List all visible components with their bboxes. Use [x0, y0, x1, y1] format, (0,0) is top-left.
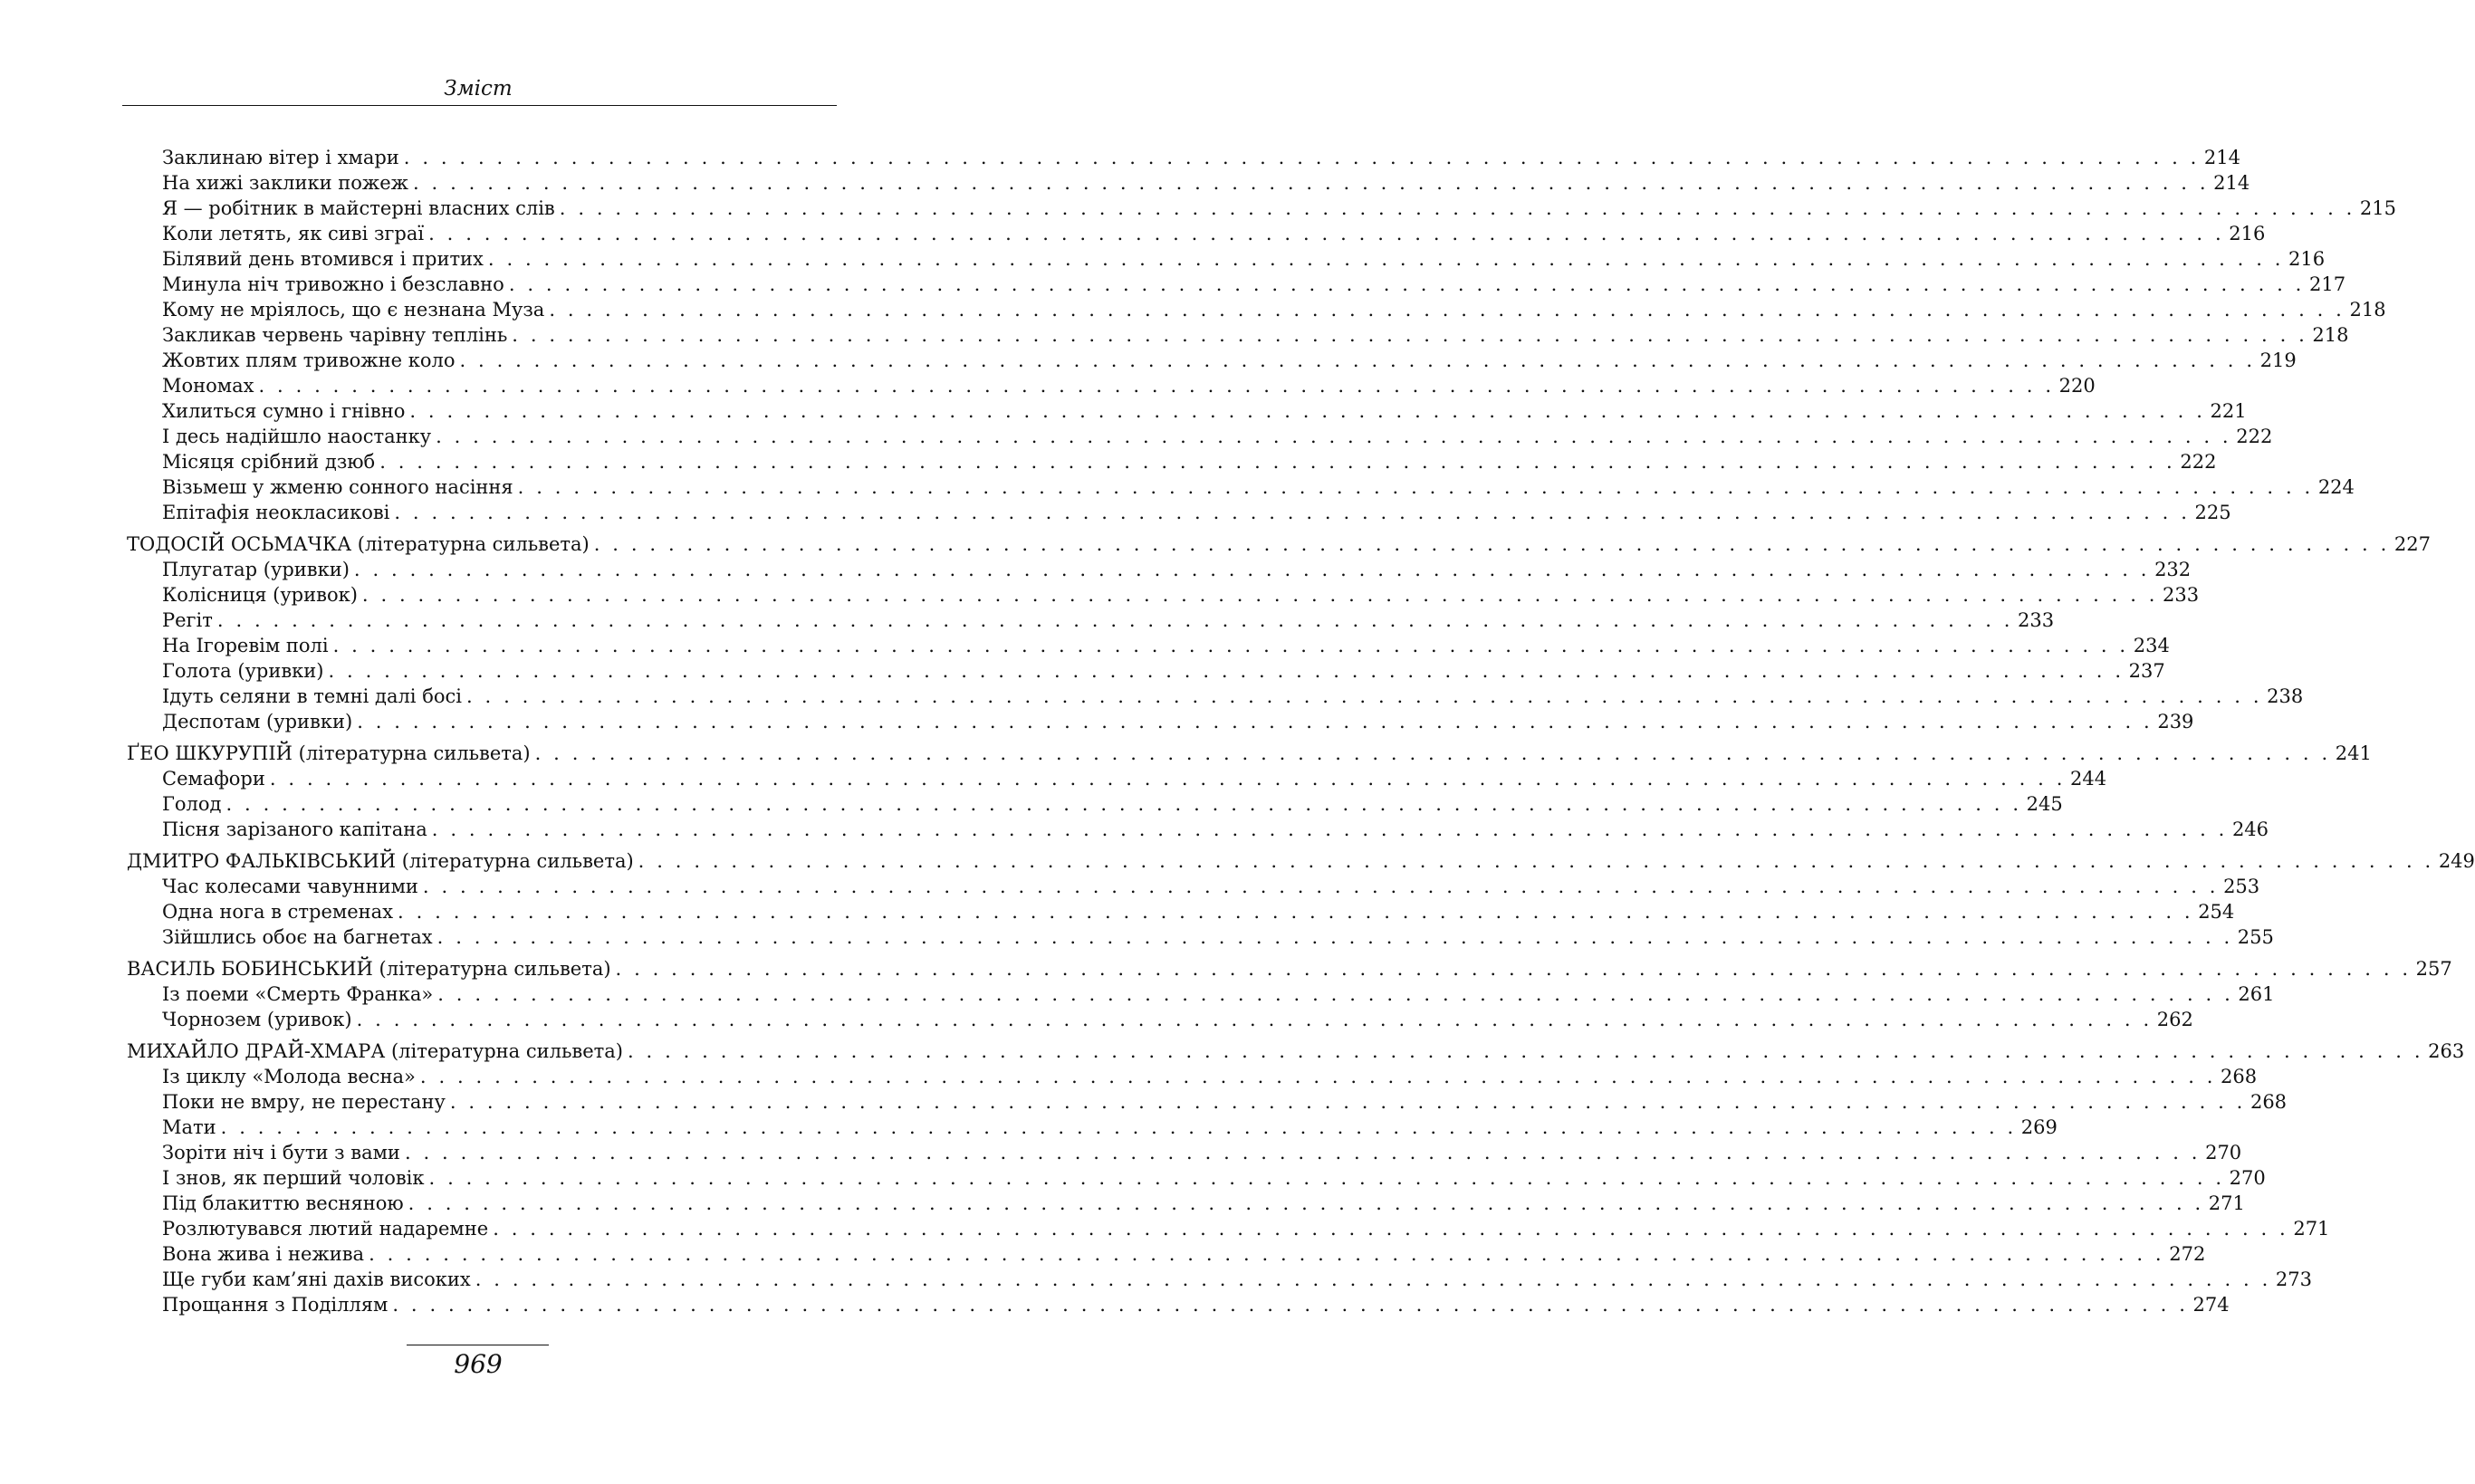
toc-entry [0, 1267, 2312, 1292]
dot-leader: . . . . . . . . . . . . . . . . . . . . . . . . . . . . . . . . . . . . . . . . . . . . . . . . . . . . . . . . . . . . . . . . . . . . . . . . . . . . . . . . . . . . . . . . . . . . . . . . . [436, 426, 2232, 447]
toc-entry-title: Вона жива і нежива [162, 1243, 365, 1265]
toc-author-entry [0, 741, 2372, 766]
dot-leader: . . . . . . . . . . . . . . . . . . . . . . . . . . . . . . . . . . . . . . . . . . . . . . . . . . . . . . . . . . . . . . . . . . . . . . . . . . . . . . . . . . . . . . . . . . . . . . . . . [258, 375, 2055, 397]
toc-entry [0, 424, 2273, 449]
toc-entry [0, 874, 2260, 899]
toc-entry [0, 1292, 2230, 1317]
toc-page-number: 268 [2250, 1091, 2288, 1113]
author-name: МИХАЙЛО ДРАЙ-ХМАРА [127, 1040, 386, 1062]
toc-page-number: 271 [2293, 1218, 2330, 1240]
toc-page-number: 237 [2128, 660, 2165, 682]
dot-leader: . . . . . . . . . . . . . . . . . . . . . . . . . . . . . . . . . . . . . . . . . . . . . . . . . . . . . . . . . . . . . . . . . . . . . . . . . . . . . . . . . . . . . . . . . . . . . . . . . [379, 451, 2176, 473]
toc-page-number: 270 [2229, 1167, 2266, 1189]
dot-leader: . . . . . . . . . . . . . . . . . . . . . . . . . . . . . . . . . . . . . . . . . . . . . . . . . . . . . . . . . . . . . . . . . . . . . . . . . . . . . . . . . . . . . . . . . . . . . . . . . [422, 876, 2220, 897]
author-note: (літературна сильвета) [351, 533, 590, 555]
toc-page-number: 220 [2058, 375, 2096, 397]
toc-entry-line [127, 1039, 2465, 1064]
dot-leader: . . . . . . . . . . . . . . . . . . . . . . . . . . . . . . . . . . . . . . . . . . . . . . . . . . . . . . . . . . . . . . . . . . . . . . . . . . . . . . . . . . . . . . . . . . . . . . . . . [216, 609, 2014, 631]
toc-entry [0, 1165, 2266, 1191]
toc-entry-line [162, 557, 2192, 582]
toc-author-entry [0, 531, 2431, 557]
toc-page-number: 270 [2205, 1142, 2242, 1163]
toc-entry [0, 145, 2241, 170]
toc-page-number: 262 [2156, 1009, 2193, 1030]
toc-entry [0, 1191, 2245, 1216]
toc-page-number: 219 [2259, 349, 2297, 371]
toc-page-number: 218 [2312, 324, 2349, 346]
dot-leader: . . . . . . . . . . . . . . . . . . . . . . . . . . . . . . . . . . . . . . . . . . . . . . . . . . . . . . . . . . . . . . . . . . . . . . . . . . . . . . . . . . . . . . . . . . . . . . . . . [517, 476, 2314, 498]
toc-entry [0, 899, 2235, 924]
dot-leader: . . . . . . . . . . . . . . . . . . . . . . . . . . . . . . . . . . . . . . . . . . . . . . . . . . . . . . . . . . . . . . . . . . . . . . . . . . . . . . . . . . . . . . . . . . . . . . . . . [638, 850, 2434, 872]
toc-entry-line [162, 766, 2107, 791]
toc-entry [0, 500, 2231, 525]
toc-entry-title: Хилиться сумно і гнівно [162, 400, 406, 422]
toc-entry-title: Жовтих плям тривожне коло [162, 349, 456, 371]
dot-leader: . . . . . . . . . . . . . . . . . . . . . . . . . . . . . . . . . . . . . . . . . . . . . . . . . . . . . . . . . . . . . . . . . . . . . . . . . . . . . . . . . . . . . . . . . . . . . . . . . [357, 711, 2154, 732]
dot-leader: . . . . . . . . . . . . . . . . . . . . . . . . . . . . . . . . . . . . . . . . . . . . . . . . . . . . . . . . . . . . . . . . . . . . . . . . . . . . . . . . . . . . . . . . . . . . . . . . . [394, 502, 2191, 523]
toc-entry-line [162, 246, 2326, 272]
toc-entry [0, 791, 2063, 817]
toc-entry-line [162, 221, 2266, 246]
toc-page-number: 232 [2154, 559, 2192, 580]
toc-entry [0, 1007, 2193, 1032]
toc-entry-title: Розлютувався лютий надаремне [162, 1218, 489, 1240]
toc-entry-line [162, 1140, 2242, 1165]
toc-entry-title: Візьмеш у жменю сонного насіння [162, 476, 513, 498]
toc-page-number: 263 [2428, 1040, 2465, 1062]
toc-page-number: 216 [2229, 223, 2266, 244]
author-name: ДМИТРО ФАЛЬКІВСЬКИЙ [127, 850, 397, 872]
toc-entry-title: Заклинаю вітер і хмари [162, 147, 399, 168]
toc-entry-title: Зоріти ніч і бути з вами [162, 1142, 400, 1163]
toc-entry-line [162, 1191, 2245, 1216]
toc-entry-title: Місяця срібний дзюб [162, 451, 376, 473]
toc-entry-title: Плугатар (уривки) [162, 559, 350, 580]
dot-leader: . . . . . . . . . . . . . . . . . . . . . . . . . . . . . . . . . . . . . . . . . . . . . . . . . . . . . . . . . . . . . . . . . . . . . . . . . . . . . . . . . . . . . . . . . . . . . . . . . [328, 660, 2125, 682]
toc-page-number: 218 [2349, 299, 2386, 321]
toc-entry [0, 1216, 2330, 1241]
dot-leader: . . . . . . . . . . . . . . . . . . . . . . . . . . . . . . . . . . . . . . . . . . . . . . . . . . . . . . . . . . . . . . . . . . . . . . . . . . . . . . . . . . . . . . . . . . . . . . . . . [408, 1192, 2204, 1214]
toc-page-number: 214 [2213, 172, 2250, 194]
toc-entry-title: Час колесами чавунними [162, 876, 418, 897]
toc-page-number: 227 [2393, 533, 2431, 555]
toc-page-number: 273 [2275, 1269, 2312, 1290]
dot-leader: . . . . . . . . . . . . . . . . . . . . . . . . . . . . . . . . . . . . . . . . . . . . . . . . . . . . . . . . . . . . . . . . . . . . . . . . . . . . . . . . . . . . . . . . . . . . . . . . . [332, 635, 2129, 656]
toc-entry [0, 684, 2304, 709]
toc-entry-title: Колісниця (уривок) [162, 584, 358, 606]
toc-author-title [127, 956, 611, 981]
toc-author-title [127, 741, 531, 766]
toc-entry-line [127, 848, 2475, 874]
dot-leader: . . . . . . . . . . . . . . . . . . . . . . . . . . . . . . . . . . . . . . . . . . . . . . . . . . . . . . . . . . . . . . . . . . . . . . . . . . . . . . . . . . . . . . . . . . . . . . . . . [404, 1142, 2202, 1163]
page-header-title: Зміст [444, 77, 513, 101]
toc-page-number: 246 [2231, 819, 2269, 840]
toc-entry-line [162, 1216, 2330, 1241]
toc-entry-line [162, 348, 2297, 373]
toc-entry-line [162, 170, 2250, 196]
dot-leader: . . . . . . . . . . . . . . . . . . . . . . . . . . . . . . . . . . . . . . . . . . . . . . . . . . . . . . . . . . . . . . . . . . . . . . . . . . . . . . . . . . . . . . . . . . . . . . . . . [398, 901, 2194, 923]
toc-entry [0, 373, 2096, 398]
dot-leader: . . . . . . . . . . . . . . . . . . . . . . . . . . . . . . . . . . . . . . . . . . . . . . . . . . . . . . . . . . . . . . . . . . . . . . . . . . . . . . . . . . . . . . . . . . . . . . . . . [225, 793, 2022, 815]
toc-entry-title: Деспотам (уривки) [162, 711, 353, 732]
toc-entry-title: Одна нога в стременах [162, 901, 394, 923]
toc-page-number: 233 [2163, 584, 2200, 606]
toc-author-entry [0, 848, 2475, 874]
toc-entry-line [162, 272, 2346, 297]
toc-entry-line [162, 899, 2235, 924]
author-name: ВАСИЛЬ БОБИНСЬКИЙ [127, 958, 373, 980]
dot-leader: . . . . . . . . . . . . . . . . . . . . . . . . . . . . . . . . . . . . . . . . . . . . . . . . . . . . . . . . . . . . . . . . . . . . . . . . . . . . . . . . . . . . . . . . . . . . . . . . . [431, 819, 2228, 840]
toc-entry-line [162, 817, 2269, 842]
dot-leader: . . . . . . . . . . . . . . . . . . . . . . . . . . . . . . . . . . . . . . . . . . . . . . . . . . . . . . . . . . . . . . . . . . . . . . . . . . . . . . . . . . . . . . . . . . . . . . . . . [356, 1009, 2153, 1030]
author-name: ТОДОСІЙ ОСЬМАЧКА [127, 533, 352, 555]
toc-page-number: 271 [2208, 1192, 2245, 1214]
dot-leader: . . . . . . . . . . . . . . . . . . . . . . . . . . . . . . . . . . . . . . . . . . . . . . . . . . . . . . . . . . . . . . . . . . . . . . . . . . . . . . . . . . . . . . . . . . . . . . . . . [449, 1091, 2246, 1113]
dot-leader: . . . . . . . . . . . . . . . . . . . . . . . . . . . . . . . . . . . . . . . . . . . . . . . . . . . . . . . . . . . . . . . . . . . . . . . . . . . . . . . . . . . . . . . . . . . . . . . . . [627, 1040, 2424, 1062]
toc-entry-line [162, 424, 2273, 449]
dot-leader: . . . . . . . . . . . . . . . . . . . . . . . . . . . . . . . . . . . . . . . . . . . . . . . . . . . . . . . . . . . . . . . . . . . . . . . . . . . . . . . . . . . . . . . . . . . . . . . . . [615, 958, 2412, 980]
toc-entry-title: Мономах [162, 375, 254, 397]
toc-entry-line [127, 741, 2372, 766]
toc-entry-line [162, 1165, 2266, 1191]
toc-author-entry [0, 1039, 2465, 1064]
toc-entry-line [162, 373, 2096, 398]
toc-entry-title: Під блакиттю весняною [162, 1192, 404, 1214]
toc-page-number: 233 [2018, 609, 2055, 631]
toc-entry-title: Епітафія неокласикові [162, 502, 390, 523]
toc-entry-line [162, 684, 2304, 709]
dot-leader: . . . . . . . . . . . . . . . . . . . . . . . . . . . . . . . . . . . . . . . . . . . . . . . . . . . . . . . . . . . . . . . . . . . . . . . . . . . . . . . . . . . . . . . . . . . . . . . . . [459, 349, 2256, 371]
toc-entry [0, 1064, 2258, 1089]
toc-page-number: 238 [2267, 685, 2304, 707]
dot-leader: . . . . . . . . . . . . . . . . . . . . . . . . . . . . . . . . . . . . . . . . . . . . . . . . . . . . . . . . . . . . . . . . . . . . . . . . . . . . . . . . . . . . . . . . . . . . . . . . . [493, 1218, 2289, 1240]
author-note: (літературна сильвета) [396, 850, 634, 872]
toc-page-number: 255 [2237, 926, 2274, 948]
toc-entry-title: Голод [162, 793, 222, 815]
toc-page-number: 214 [2203, 147, 2241, 168]
dot-leader: . . . . . . . . . . . . . . . . . . . . . . . . . . . . . . . . . . . . . . . . . . . . . . . . . . . . . . . . . . . . . . . . . . . . . . . . . . . . . . . . . . . . . . . . . . . . . . . . . [475, 1269, 2271, 1290]
toc-entry-line [162, 1089, 2288, 1115]
toc-entry [0, 398, 2247, 424]
dot-leader: . . . . . . . . . . . . . . . . . . . . . . . . . . . . . . . . . . . . . . . . . . . . . . . . . . . . . . . . . . . . . . . . . . . . . . . . . . . . . . . . . . . . . . . . . . . . . . . . . [428, 1167, 2225, 1189]
dot-leader: . . . . . . . . . . . . . . . . . . . . . . . . . . . . . . . . . . . . . . . . . . . . . . . . . . . . . . . . . . . . . . . . . . . . . . . . . . . . . . . . . . . . . . . . . . . . . . . . . [593, 533, 2390, 555]
toc-entry [0, 582, 2200, 608]
toc-entry [0, 981, 2275, 1007]
author-name: ҐЕО ШКУРУПІЙ [127, 742, 293, 764]
toc-entry [0, 817, 2269, 842]
toc-entry-title: Закликав червень чарівну теплінь [162, 324, 508, 346]
toc-entry-title: Із циклу «Молода весна» [162, 1066, 416, 1087]
toc-page-number: 241 [2335, 742, 2372, 764]
toc-entry-title: Зійшлись обоє на багнетах [162, 926, 433, 948]
toc-entry-line [162, 1064, 2258, 1089]
toc-page-number: 272 [2169, 1243, 2206, 1265]
toc-entry-line [162, 297, 2386, 322]
toc-entry-line [162, 322, 2349, 348]
toc-entry [0, 170, 2250, 196]
toc-entry [0, 1241, 2206, 1267]
dot-leader: . . . . . . . . . . . . . . . . . . . . . . . . . . . . . . . . . . . . . . . . . . . . . . . . . . . . . . . . . . . . . . . . . . . . . . . . . . . . . . . . . . . . . . . . . . . . . . . . . [512, 324, 2308, 346]
toc-entry [0, 246, 2326, 272]
toc-page-number: 257 [2415, 958, 2452, 980]
toc-entry-line [162, 924, 2274, 950]
toc-entry-line [162, 1267, 2312, 1292]
dot-leader: . . . . . . . . . . . . . . . . . . . . . . . . . . . . . . . . . . . . . . . . . . . . . . . . . . . . . . . . . . . . . . . . . . . . . . . . . . . . . . . . . . . . . . . . . . . . . . . . . [465, 685, 2263, 707]
toc-entry-title: Кому не мріялось, що є незнана Муза [162, 299, 545, 321]
toc-entry [0, 709, 2194, 734]
dot-leader: . . . . . . . . . . . . . . . . . . . . . . . . . . . . . . . . . . . . . . . . . . . . . . . . . . . . . . . . . . . . . . . . . . . . . . . . . . . . . . . . . . . . . . . . . . . . . . . . . [403, 147, 2200, 168]
toc-entry [0, 608, 2055, 633]
dot-leader: . . . . . . . . . . . . . . . . . . . . . . . . . . . . . . . . . . . . . . . . . . . . . . . . . . . . . . . . . . . . . . . . . . . . . . . . . . . . . . . . . . . . . . . . . . . . . . . . . [353, 559, 2151, 580]
toc-entry-title: Прощання з Поділлям [162, 1294, 389, 1316]
toc-entry-line [162, 196, 2396, 221]
toc-entry-line [162, 449, 2217, 474]
toc-page-number: 217 [2308, 273, 2346, 295]
toc-entry [0, 633, 2170, 658]
dot-leader: . . . . . . . . . . . . . . . . . . . . . . . . . . . . . . . . . . . . . . . . . . . . . . . . . . . . . . . . . . . . . . . . . . . . . . . . . . . . . . . . . . . . . . . . . . . . . . . . . [269, 768, 2067, 790]
toc-entry-title: І знов, як перший чоловік [162, 1167, 425, 1189]
toc-entry-title: На Ігоревім полі [162, 635, 329, 656]
toc-entry-title: Регіт [162, 609, 213, 631]
toc-page-number: 245 [2026, 793, 2063, 815]
toc-entry-line [162, 1241, 2206, 1267]
toc-page-number: 239 [2157, 711, 2194, 732]
toc-entry-line [162, 633, 2170, 658]
toc-entry [0, 1115, 2058, 1140]
toc-entry-title: Мати [162, 1116, 216, 1138]
toc-entry [0, 658, 2165, 684]
toc-author-entry [0, 956, 2452, 981]
dot-leader: . . . . . . . . . . . . . . . . . . . . . . . . . . . . . . . . . . . . . . . . . . . . . . . . . . . . . . . . . . . . . . . . . . . . . . . . . . . . . . . . . . . . . . . . . . . . . . . . . [220, 1116, 2017, 1138]
dot-leader: . . . . . . . . . . . . . . . . . . . . . . . . . . . . . . . . . . . . . . . . . . . . . . . . . . . . . . . . . . . . . . . . . . . . . . . . . . . . . . . . . . . . . . . . . . . . . . . . . [428, 223, 2225, 244]
author-note: (літературна сильвета) [385, 1040, 623, 1062]
toc-entry [0, 196, 2396, 221]
toc-entry-line [162, 874, 2260, 899]
dot-leader: . . . . . . . . . . . . . . . . . . . . . . . . . . . . . . . . . . . . . . . . . . . . . . . . . . . . . . . . . . . . . . . . . . . . . . . . . . . . . . . . . . . . . . . . . . . . . . . . . [392, 1294, 2189, 1316]
author-note: (літературна сильвета) [372, 958, 611, 980]
dot-leader: . . . . . . . . . . . . . . . . . . . . . . . . . . . . . . . . . . . . . . . . . . . . . . . . . . . . . . . . . . . . . . . . . . . . . . . . . . . . . . . . . . . . . . . . . . . . . . . . . [413, 172, 2210, 194]
toc-page-number: 225 [2194, 502, 2231, 523]
toc-entry-line [162, 474, 2355, 500]
toc-page-number: 253 [2223, 876, 2260, 897]
toc-page-number: 234 [2133, 635, 2170, 656]
toc-entry-line [162, 1115, 2058, 1140]
toc-page-number: 261 [2238, 983, 2275, 1005]
toc-entry [0, 449, 2217, 474]
toc-entry [0, 348, 2297, 373]
toc-author-title [127, 848, 634, 874]
toc-page-number: 224 [2317, 476, 2355, 498]
toc-entry-line [162, 500, 2231, 525]
table-of-contents [0, 145, 2475, 1317]
dot-leader: . . . . . . . . . . . . . . . . . . . . . . . . . . . . . . . . . . . . . . . . . . . . . . . . . . . . . . . . . . . . . . . . . . . . . . . . . . . . . . . . . . . . . . . . . . . . . . . . . [549, 299, 2345, 321]
toc-entry-title: Минула ніч тривожно і безславно [162, 273, 504, 295]
toc-entry-line [162, 791, 2063, 817]
header-divider [122, 105, 837, 106]
toc-entry-line [162, 709, 2194, 734]
toc-entry-line [162, 981, 2275, 1007]
toc-entry-title: На хижі заклики пожеж [162, 172, 408, 194]
dot-leader: . . . . . . . . . . . . . . . . . . . . . . . . . . . . . . . . . . . . . . . . . . . . . . . . . . . . . . . . . . . . . . . . . . . . . . . . . . . . . . . . . . . . . . . . . . . . . . . . . [437, 983, 2234, 1005]
toc-entry-line [127, 956, 2452, 981]
toc-entry-title: Голота (уривки) [162, 660, 324, 682]
toc-entry-line [127, 531, 2431, 557]
dot-leader: . . . . . . . . . . . . . . . . . . . . . . . . . . . . . . . . . . . . . . . . . . . . . . . . . . . . . . . . . . . . . . . . . . . . . . . . . . . . . . . . . . . . . . . . . . . . . . . . . [534, 742, 2331, 764]
toc-entry-line [162, 1007, 2193, 1032]
toc-page-number: 254 [2198, 901, 2235, 923]
toc-entry-title: Ще губи кам’яні дахів високих [162, 1269, 471, 1290]
toc-entry [0, 322, 2349, 348]
toc-page-number: 268 [2221, 1066, 2258, 1087]
dot-leader: . . . . . . . . . . . . . . . . . . . . . . . . . . . . . . . . . . . . . . . . . . . . . . . . . . . . . . . . . . . . . . . . . . . . . . . . . . . . . . . . . . . . . . . . . . . . . . . . . [369, 1243, 2165, 1265]
dot-leader: . . . . . . . . . . . . . . . . . . . . . . . . . . . . . . . . . . . . . . . . . . . . . . . . . . . . . . . . . . . . . . . . . . . . . . . . . . . . . . . . . . . . . . . . . . . . . . . . . [419, 1066, 2217, 1087]
toc-entry-title: Коли летять, як сиві зграї [162, 223, 425, 244]
dot-leader: . . . . . . . . . . . . . . . . . . . . . . . . . . . . . . . . . . . . . . . . . . . . . . . . . . . . . . . . . . . . . . . . . . . . . . . . . . . . . . . . . . . . . . . . . . . . . . . . . [508, 273, 2305, 295]
toc-author-title [127, 531, 590, 557]
toc-entry [0, 1140, 2242, 1165]
toc-page-number: 222 [2236, 426, 2273, 447]
toc-page-number: 215 [2359, 197, 2396, 219]
toc-entry-title: Я — робітник в майстерні власних слів [162, 197, 555, 219]
dot-leader: . . . . . . . . . . . . . . . . . . . . . . . . . . . . . . . . . . . . . . . . . . . . . . . . . . . . . . . . . . . . . . . . . . . . . . . . . . . . . . . . . . . . . . . . . . . . . . . . . [436, 926, 2233, 948]
toc-entry-title: І десь надійшло наостанку [162, 426, 432, 447]
dot-leader: . . . . . . . . . . . . . . . . . . . . . . . . . . . . . . . . . . . . . . . . . . . . . . . . . . . . . . . . . . . . . . . . . . . . . . . . . . . . . . . . . . . . . . . . . . . . . . . . . [409, 400, 2206, 422]
author-note: (літературна сильвета) [292, 742, 531, 764]
toc-entry [0, 1089, 2288, 1115]
toc-entry [0, 557, 2192, 582]
toc-entry-title: Чорнозем (уривок) [162, 1009, 352, 1030]
toc-entry-line [162, 608, 2055, 633]
toc-page-number: 221 [2210, 400, 2247, 422]
page-number: 969 [454, 1349, 503, 1379]
toc-entry [0, 924, 2274, 950]
toc-entry-line [162, 398, 2247, 424]
toc-entry-title: Ідуть селяни в темні далі босі [162, 685, 462, 707]
toc-page-number: 222 [2180, 451, 2217, 473]
toc-page-number: 244 [2070, 768, 2107, 790]
toc-page-number: 269 [2020, 1116, 2058, 1138]
dot-leader: . . . . . . . . . . . . . . . . . . . . . . . . . . . . . . . . . . . . . . . . . . . . . . . . . . . . . . . . . . . . . . . . . . . . . . . . . . . . . . . . . . . . . . . . . . . . . . . . . [487, 248, 2285, 270]
toc-entry [0, 221, 2266, 246]
dot-leader: . . . . . . . . . . . . . . . . . . . . . . . . . . . . . . . . . . . . . . . . . . . . . . . . . . . . . . . . . . . . . . . . . . . . . . . . . . . . . . . . . . . . . . . . . . . . . . . . . [559, 197, 2355, 219]
toc-entry-line [162, 658, 2165, 684]
toc-entry-title: Із поеми «Смерть Франка» [162, 983, 434, 1005]
toc-page-number: 249 [2438, 850, 2475, 872]
toc-entry-line [162, 145, 2241, 170]
toc-entry [0, 766, 2107, 791]
dot-leader: . . . . . . . . . . . . . . . . . . . . . . . . . . . . . . . . . . . . . . . . . . . . . . . . . . . . . . . . . . . . . . . . . . . . . . . . . . . . . . . . . . . . . . . . . . . . . . . . . [361, 584, 2159, 606]
toc-page-number: 216 [2288, 248, 2326, 270]
toc-entry [0, 297, 2386, 322]
toc-author-title [127, 1039, 623, 1064]
toc-entry [0, 474, 2355, 500]
toc-entry-line [162, 582, 2200, 608]
toc-entry [0, 272, 2346, 297]
toc-entry-title: Пісня зарізаного капітана [162, 819, 427, 840]
toc-entry-title: Семафори [162, 768, 265, 790]
toc-entry-title: Поки не вмру, не перестану [162, 1091, 446, 1113]
toc-entry-line [162, 1292, 2230, 1317]
toc-entry-title: Білявий день втомився і притих [162, 248, 484, 270]
toc-page-number: 274 [2192, 1294, 2230, 1316]
